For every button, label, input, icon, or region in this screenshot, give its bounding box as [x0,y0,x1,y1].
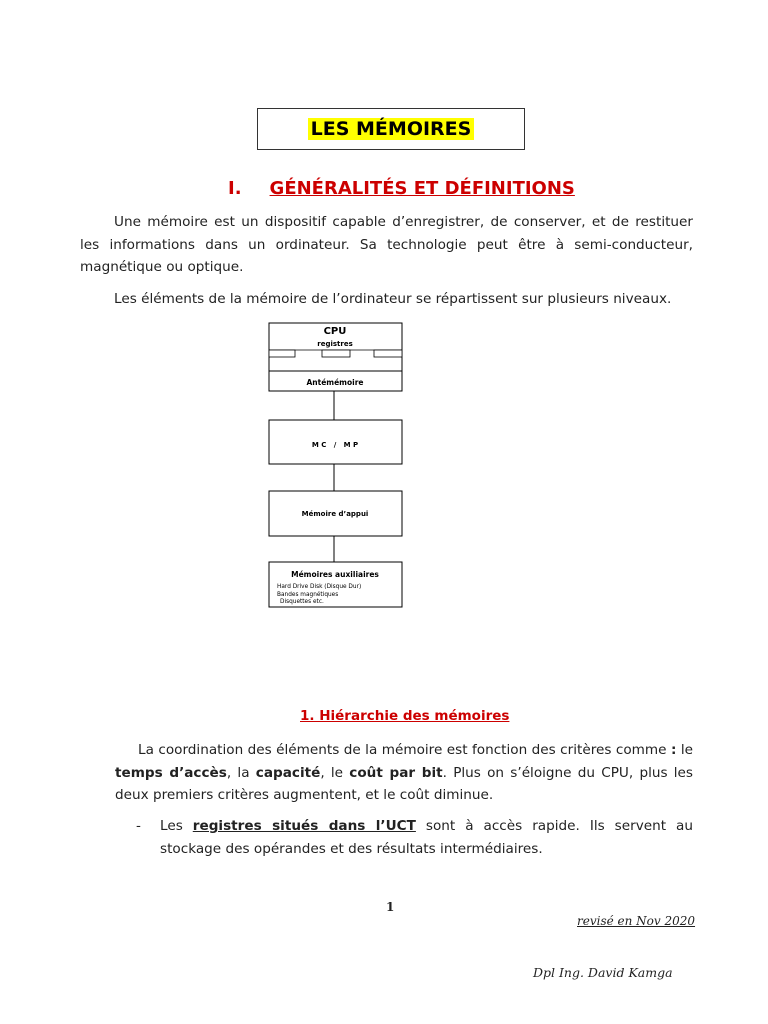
auxiliaires-label: Mémoires auxiliaires [291,570,379,579]
section-heading [228,178,575,199]
register-cell-3 [374,350,402,357]
p3-colon: : [670,742,677,758]
aux-item-3: Disquettes etc. [280,599,324,605]
p3-text-d: , la [226,764,256,781]
criterion-capacite: capacité [255,764,321,781]
paragraph-definition-text: Une mémoire est un dispositif capable d’enregistrer, de conserver, et de restituer les informations dans un ordinateur. Sa technologie peut être à semi-conducteur, magnétique ou optique. [80,214,693,275]
register-cell-2 [322,350,350,357]
memory-hierarchy-diagram [265,318,407,618]
paragraph-definition [80,211,693,279]
section-number: I. [228,178,242,199]
paragraph-coordination [115,739,693,807]
appui-label: Mémoire d’appui [301,510,369,518]
section-label: GÉNÉRALITÉS ET DÉFINITIONS [269,178,575,199]
criterion-temps-acces: temps d’accès [115,764,227,781]
paragraph-registres [160,815,693,860]
page-number: 1 [386,900,395,914]
bullet-pre: Les [160,818,193,834]
criterion-cout-par-bit: coût par bit [349,764,443,781]
registres-label: registres [317,340,353,348]
mc-mp-label: M C / M P [311,441,359,449]
subsection-heading: 1. Hiérarchie des mémoires [300,708,510,724]
paragraph-levels-text: Les éléments de la mémoire de l’ordinateur se répartissent sur plusieurs niveaux. [114,291,672,307]
aux-item-2: Bandes magnétiques [277,592,339,598]
p3-text-e: , le [320,764,350,781]
bullet-post: sont à accès rapide. Ils servent au stockage des opérandes et des résultats intermédiaires. [160,818,693,857]
title-box [257,108,525,150]
p3-text-a: La coordination des éléments de la mémoire est fonction des critères comme [138,742,671,758]
bullet-registres-bold: registres situés dans l’UCT [192,818,416,834]
p3-text-b: le [676,742,693,758]
antememoire-label: Antémémoire [306,378,364,387]
page-title: LES MÉMOIRES [308,118,475,140]
paragraph-levels [80,288,693,311]
author-credit: Dpl Ing. David Kamga [533,965,673,980]
aux-item-1: Hard Drive Disk (Disque Dur) [277,584,362,590]
p3-text-f: . Plus on s’éloigne du CPU, plus les deux premiers critères augmentent, et le coût diminue. [115,764,694,803]
revision-note: revisé en Nov 2020 [577,914,696,928]
register-cell-1 [269,350,295,357]
cpu-label: CPU [323,326,347,337]
bullet-dash: - [136,818,141,834]
